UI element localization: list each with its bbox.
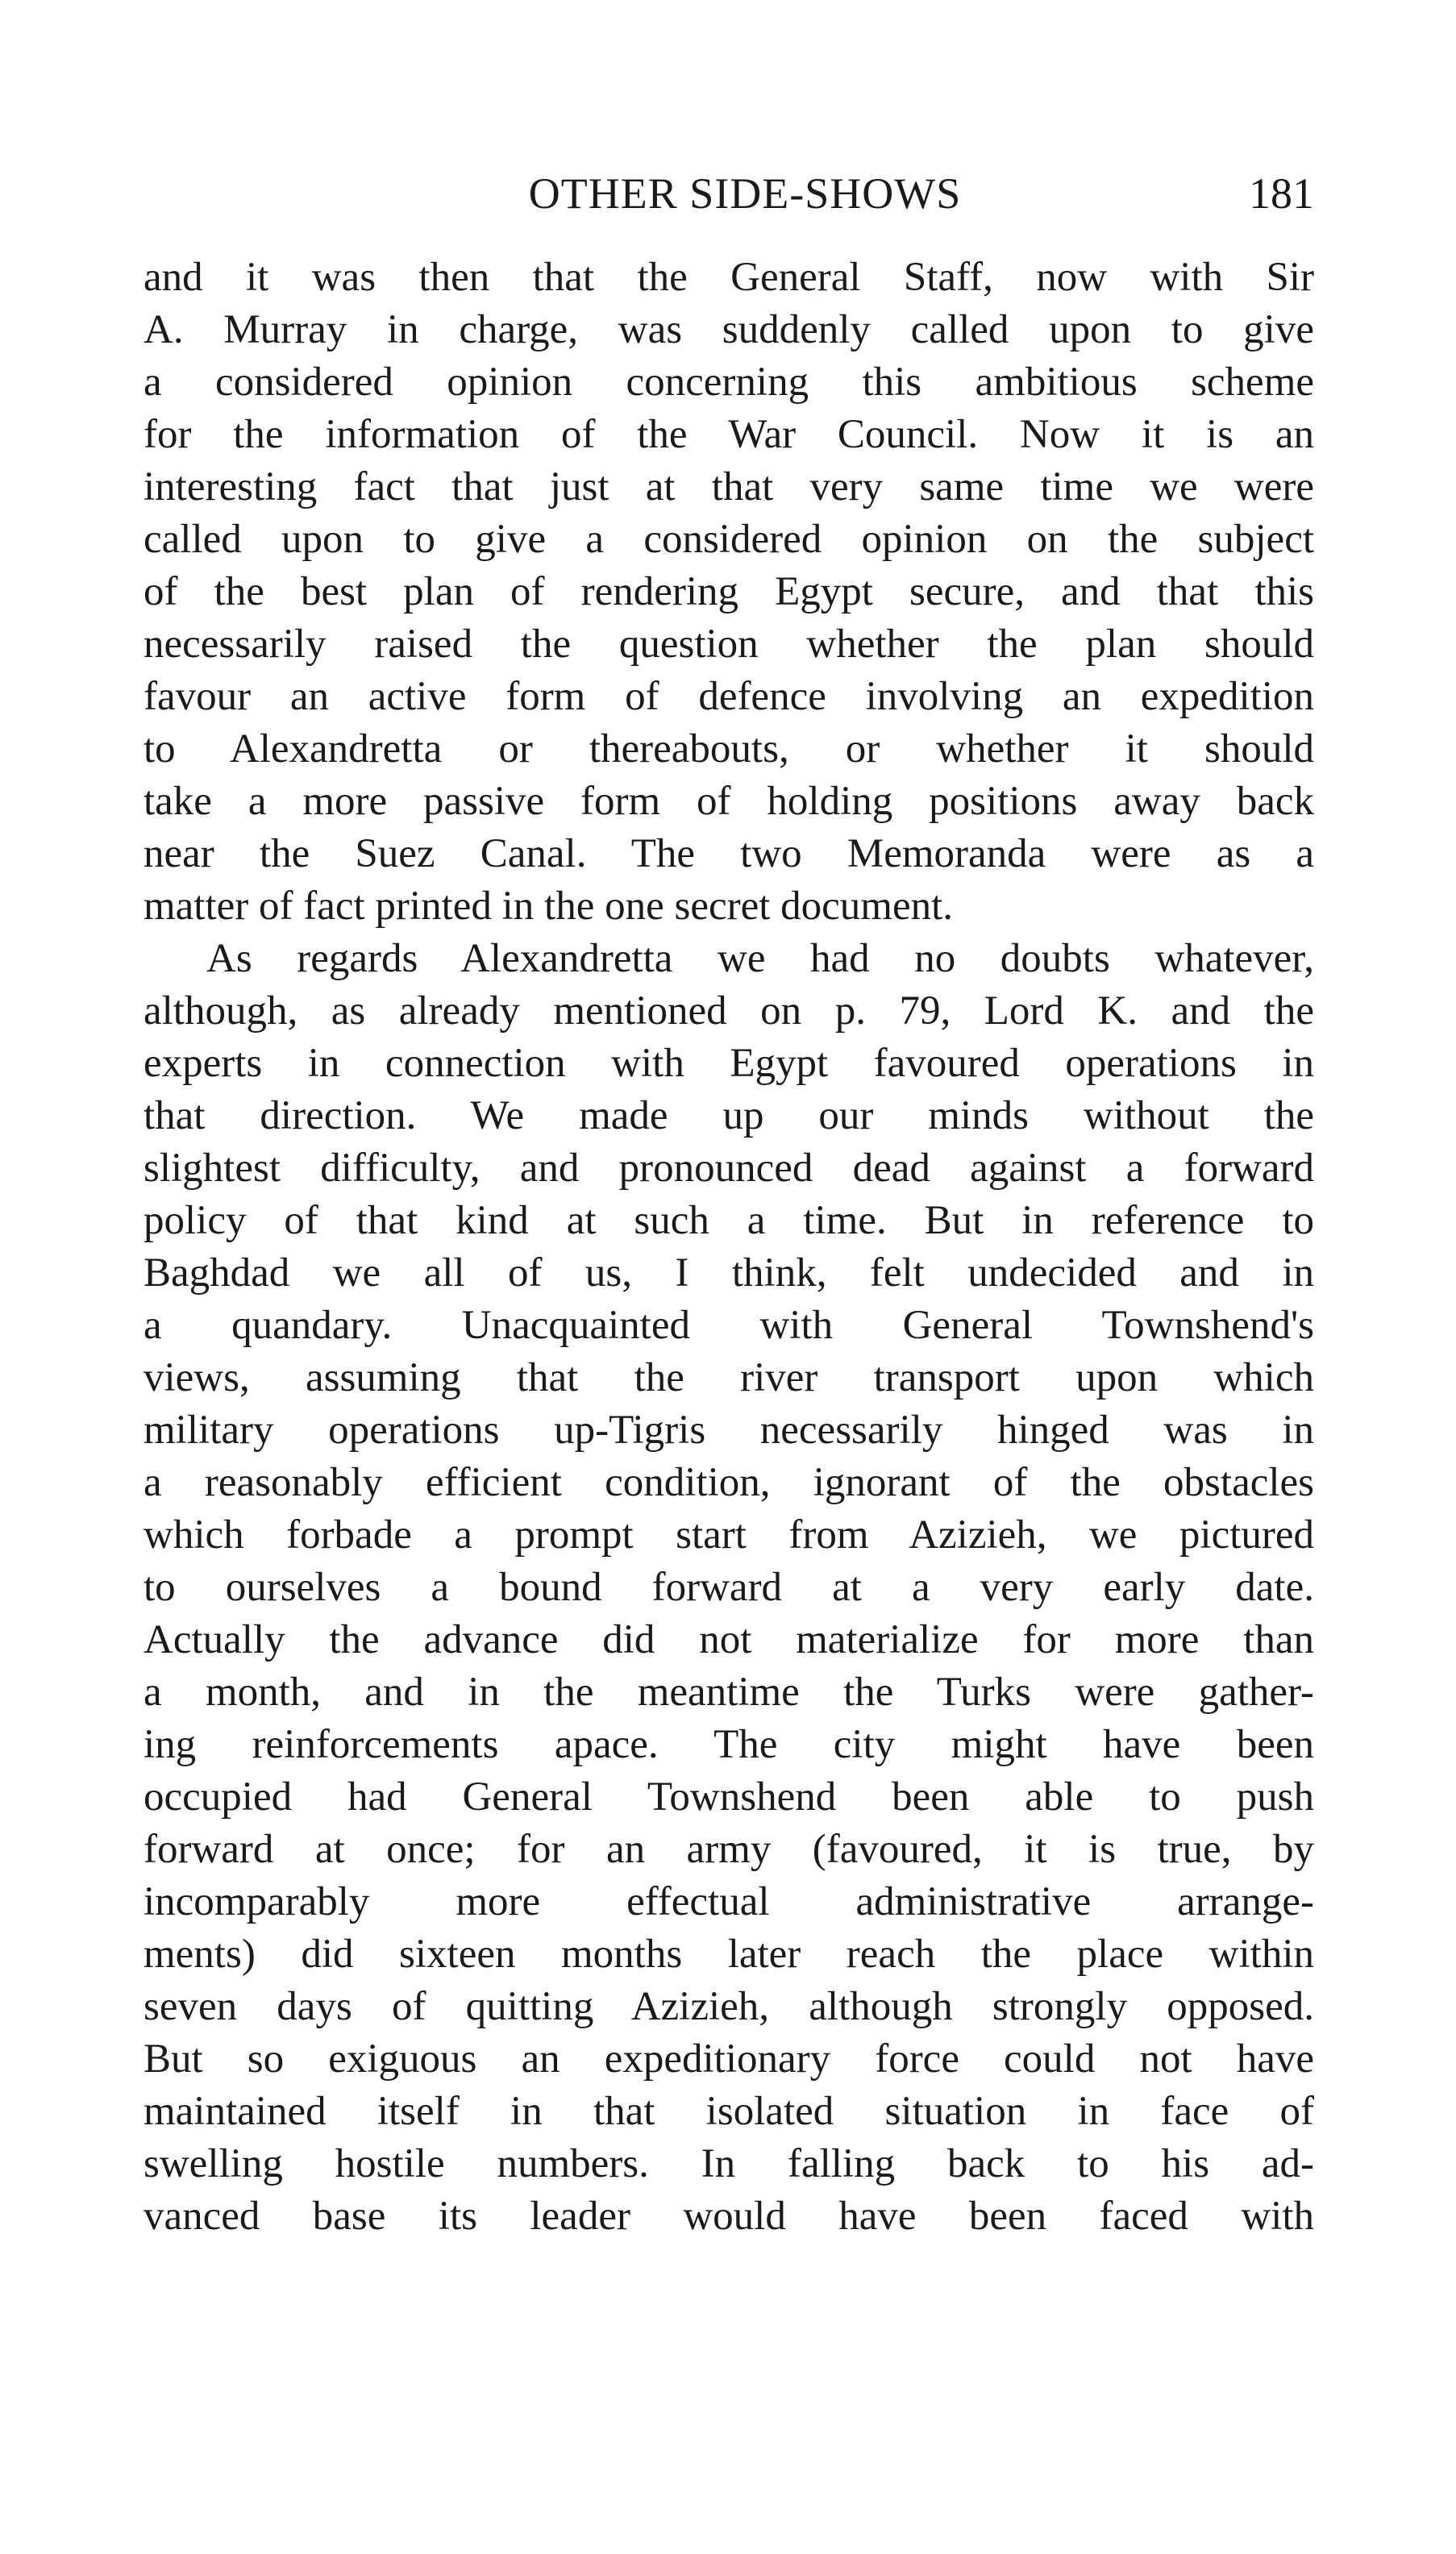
text-line: interesting fact that just at that very same time we were (144, 464, 1314, 510)
text-line: for the information of the War Council. Now it is an (144, 412, 1314, 457)
running-head (144, 165, 1314, 222)
text-line: Baghdad we all of us, I think, felt undecided and in (144, 1250, 1314, 1296)
text-line: that direction. We made up our minds without the (144, 1093, 1314, 1138)
text-line: a month, and in the meantime the Turks were gather- (144, 1670, 1314, 1715)
text-line: ing reinforcements apace. The city might have been (144, 1722, 1314, 1767)
text-line: near the Suez Canal. The two Memoranda were as a (144, 831, 1314, 876)
text-line: maintained itself in that isolated situation in face of (144, 2089, 1314, 2134)
text-line: and it was then that the General Staff, now with Sir (144, 255, 1314, 300)
text-line: of the best plan of rendering Egypt secure, and that this (144, 569, 1314, 614)
body-text (144, 252, 1314, 2243)
text-line: military operations up-Tigris necessarily hinged was in (144, 1408, 1314, 1453)
running-title: OTHER SIDE-SHOWS (528, 169, 962, 218)
text-line: which forbade a prompt start from Azizieh, we pictured (144, 1512, 1314, 1558)
text-line: But so exiguous an expeditionary force could not have (144, 2036, 1314, 2082)
text-line: to Alexandretta or thereabouts, or whether it should (144, 726, 1314, 772)
text-line: occupied had General Townshend been able to push (144, 1774, 1314, 1820)
text-line: matter of fact printed in the one secret document. (144, 884, 954, 929)
text-line: policy of that kind at such a time. But in reference to (144, 1198, 1314, 1243)
text-line: views, assuming that the river transport upon which (144, 1355, 1314, 1400)
text-line: A. Murray in charge, was suddenly called upon to give (144, 307, 1314, 352)
paragraph (144, 252, 1314, 933)
text-line: vanced base its leader would have been faced with (144, 2194, 1314, 2239)
text-line: although, as already mentioned on p. 79, Lord K. and the (144, 988, 1314, 1034)
text-line: swelling hostile numbers. In falling back to his ad- (144, 2141, 1314, 2186)
text-line: called upon to give a considered opinion on the subject (144, 517, 1314, 562)
text-line: seven days of quitting Azizieh, although strongly opposed. (144, 1984, 1314, 2029)
text-line: As regards Alexandretta we had no doubts whatever, (206, 936, 1314, 981)
text-line: a reasonably efficient condition, ignorant of the obstacles (144, 1460, 1314, 1505)
paragraph (144, 933, 1314, 2243)
text-line: ments) did sixteen months later reach the place within (144, 1932, 1314, 1977)
text-line: take a more passive form of holding positions away back (144, 779, 1314, 824)
text-line: necessarily raised the question whether the plan should (144, 622, 1314, 667)
text-line: experts in connection with Egypt favoured operations in (144, 1041, 1314, 1086)
text-line: incomparably more effectual administrative arrange- (144, 1879, 1314, 1924)
text-line: a considered opinion concerning this ambitious scheme (144, 360, 1314, 405)
text-line: Actually the advance did not materialize for more than (144, 1617, 1314, 1662)
text-line: favour an active form of defence involving an expedition (144, 674, 1314, 719)
text-line: to ourselves a bound forward at a very early date. (144, 1565, 1314, 1610)
text-line: forward at once; for an army (favoured, it is true, by (144, 1827, 1314, 1872)
page-number: 181 (1249, 169, 1314, 218)
text-line: a quandary. Unacquainted with General Townshend's (144, 1303, 1314, 1348)
text-line: slightest difficulty, and pronounced dead against a forward (144, 1146, 1314, 1191)
